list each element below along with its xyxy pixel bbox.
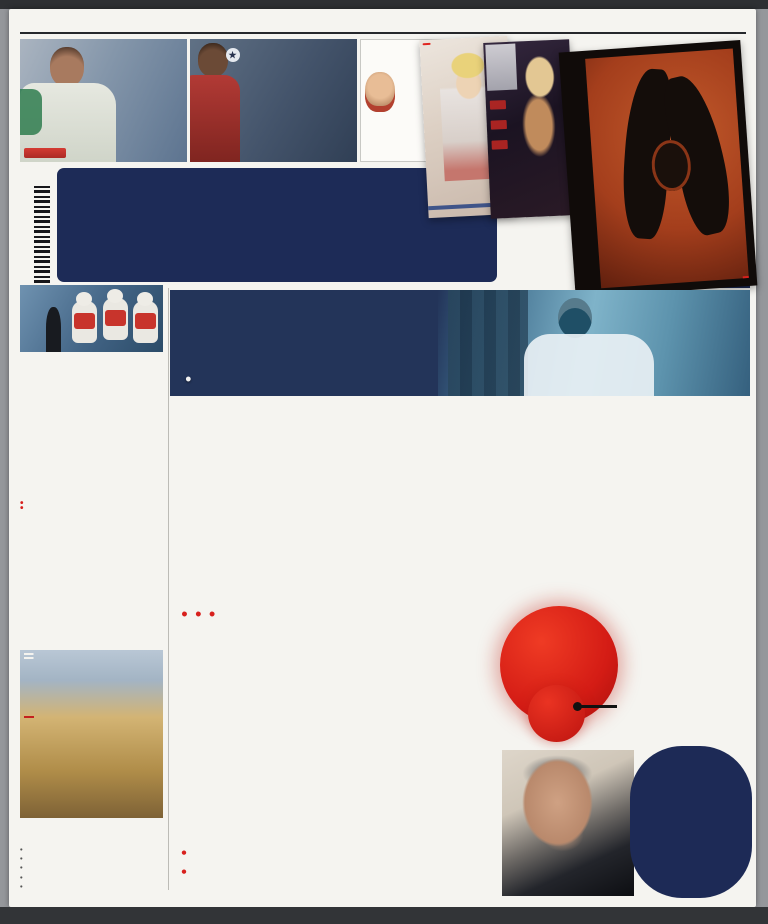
cover-tag: [490, 100, 506, 110]
erdogan-bullet: [180, 863, 510, 882]
book-artwork: [585, 48, 749, 288]
political-backstage-box: [20, 650, 163, 818]
cop26-photo: [20, 285, 163, 352]
polar-bear-mascot: [133, 301, 158, 343]
player-photo: [198, 43, 228, 77]
column-divider: [168, 288, 169, 890]
section-label: [24, 653, 34, 661]
nurse-photo: [558, 298, 592, 338]
small-infographic-circle: [528, 685, 585, 742]
writer-item: [20, 882, 23, 891]
erdogan-photo: [502, 750, 634, 896]
corona-subhead: [184, 372, 193, 388]
connector-line: [581, 705, 617, 708]
icu-equipment: [448, 290, 528, 396]
writer-item: [20, 854, 23, 863]
ok-logo: [423, 43, 431, 45]
photographer-silhouette: [46, 307, 61, 352]
writers-list: [20, 845, 23, 891]
corona-strip: [170, 290, 750, 396]
sport-logo: [24, 148, 66, 158]
nurse-gown: [524, 334, 654, 396]
scan-frame-bottom: [0, 907, 768, 924]
publisher-logo: [743, 276, 749, 278]
cover-tag: [491, 120, 507, 130]
writer-item: [20, 873, 23, 882]
player-photo: [50, 47, 84, 87]
cover-tag: [491, 140, 507, 150]
summary-point: [180, 607, 194, 623]
section-label-line: [24, 653, 34, 655]
summary-point: [194, 607, 208, 623]
section-label-line: [24, 657, 34, 659]
cartoon-face-icon: [365, 72, 395, 112]
weekend-promo: [497, 214, 575, 215]
jersey-sleeve: [20, 89, 42, 135]
writer-item: [20, 863, 23, 872]
stat-mutual-funds: [622, 678, 750, 680]
summary-point: [208, 607, 217, 623]
polar-bear-mascot: [103, 298, 128, 340]
top-divider: [20, 32, 746, 34]
stat-investors: [622, 608, 750, 610]
scan-frame-top: [0, 0, 768, 9]
icu-photo: [438, 290, 750, 396]
erdogan-bubble: [630, 746, 752, 898]
main-summary: [180, 606, 506, 626]
star-ball-icon: [226, 48, 240, 62]
sidebar-bullet-list: [20, 498, 167, 503]
erdogan-bullet: [180, 844, 510, 863]
barcode: [34, 186, 50, 285]
kinal-tag: [24, 716, 34, 718]
player-jersey: [190, 75, 240, 162]
polar-bear-mascot: [72, 301, 97, 343]
writer-item: [20, 845, 23, 854]
heroes-book-cover: [559, 40, 758, 298]
teaser-champions-league: [190, 39, 357, 162]
erdogan-bullets: [180, 844, 510, 881]
teaser-panathinaikos: [20, 39, 187, 162]
